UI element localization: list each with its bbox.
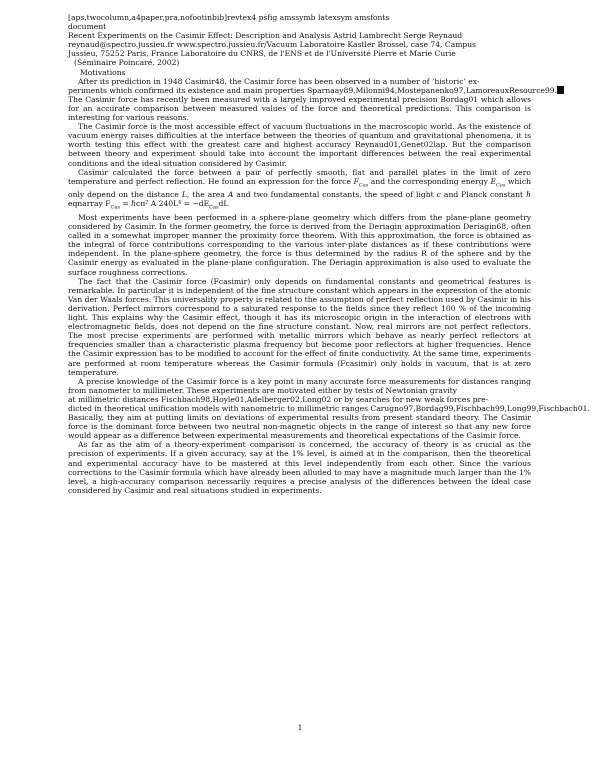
paragraph-1-line-2-text: periments which confirmed its existence and main properties Sparnaay89,Milonni94,Mostepanenko97,LamoreauxResource99. [68,85,558,95]
paragraph-1-rest: The Casimir force has recently been measured with a largely improved experimental precision Bordag01 which allows for an accurate comparison between measured values of the force and theoretical predictions. This comparison is interesting for various reasons. [68,94,531,123]
title-authors-line-1: Recent Experiments on the Casimir Effect: Description and Analysis Astrid Lambrecht Serge Reynaud [68,31,463,41]
force-symbol: $F_{Cas}$ [353,176,369,189]
page-number: 1 [297,723,303,732]
overfull-box-marker [557,86,564,94]
latex-preamble: [aps,twocolumn,a4paper,pra,nofootinbib]revtex4 psfig amssymb latexsym amsfonts [68,13,390,22]
p3-text-d: , the area [186,190,228,200]
paragraph-2: The Casimir force is the most accessible effect of vacuum fluctuations in the macroscopic world. As the existence of vacuum energy raises difficulties at the interface between the theories of quantum and gravitational phenomena, it is worth testing this effect with the greatest care and highest accuracy Reynaud01,Genet02lap. But the comparison between theory and experiment should take into account the important differences between the real experimental conditions and the ideal situation considered by Casimir. [68,122,531,168]
paragraph-6-start: A precise knowledge of the Casimir force is a key point in many accurate force measurements for distances ranging from nanometer to millimeter. These experiments are motivated either by tests of Newtonian gravity [68,376,531,395]
paper-page [68,13,590,495]
p3-text-a: Casimir calculated the force between a pair of perfectly smooth, flat and parallel plates in the limit of zero temperature and perfect reflection. He found an expression for the force [68,167,531,186]
section-heading: Motivations [80,67,126,77]
p3-text-c: which only depend on the distance [68,176,531,200]
title-authors-line-2: reynaud@spectro.jussieu.fr www.spectro.jussieu.fr/Vacuum Laboratoire Kastler Brossel, case 74, Campus [68,40,477,50]
p3-text-g: eqnarray [68,199,106,209]
venue: (Séminaire Poincaré, 2002) [74,58,180,68]
paragraph-6-line-4: dicted in theoretical unification models with nanometric to millimetric ranges Carugno97,Bordag99,Fischbach99,Long99,Fischbach01. [68,403,590,413]
energy-symbol: $E_{Cas}$ [490,176,506,189]
latex-environment: document [68,22,107,32]
paragraph-5: The fact that the Casimir force (Fcasimir) only depends on fundamental constants and geometrical features is remarkable. In particular it is independent of the fine structure constant which appears in the expression of the atomic Van der Waals forces. This universality property is related to the assumption of perfect reflection used by Casimir in his derivation. Perfect mirrors correspond to a saturated response to the fields since they reflect 100 % of the incoming light. This explains why the Casimir effect, though it has its microscopic origin in the interaction of electrons with electromagnetic fields, does not depend on the fine structure constant. Now, real mirrors are not perfect reflectors. The most precise experiments are performed with metallic mirrors which behave as nearly perfect reflectors at frequencies smaller than a characteristic plasma frequency but become poor reflectors at higher frequencies. Hence the Casimir expression has to be modified to account for the effect of finite conductivity. At the same time, experiments are performed at room temperature whereas the Casimir formula (Fcasimir) only holds in vacuum, that is at zero temperature. [68,276,531,377]
paragraph-6-line-3: at millimetric distances Fischbach98,Hoyle01,Adelberger02,Long02 or by searches for new weak forces pre- [68,394,489,404]
casimir-formula: $F_{Cas}$ = ℏcπ² A $240L^4 = -dE_{Cas}dL$ [105,199,229,211]
paragraph-4: Most experiments have been performed in a sphere-plane geometry which differs from the plane-plane geometry considered by Casimir. In the former geometry, the force is derived from the Deriagin approximation Deriagin68, often called in a somewhat improper manner the proximity force theorem. With this approximation, the force is obtained as the integral of force contributions corresponding to the various inter-plate distances as if these contributions were independent. In the plane-sphere geometry, the force is thus determined by the radius R of the sphere and by the Casimir energy as evaluated in the plane-plane configuration. The Deriagin approximation is also used to evaluate the surface roughness corrections. [68,213,531,277]
paragraph-6-rest: Basically, they aim at putting limits on deviations of experimental results from present standard theory. The Casimir force is the dominant force between two neutral non-magnetic objects in the range of interest so that any new force would appear as a difference between experimental measurements and theoretical expectations of the Casimir force. [68,413,531,441]
p3-text-e: and two fundamental constants, the speed of light [233,190,437,200]
title-authors-line-3: Jussieu, 75252 Paris, France Laboratoire du CNRS, de l'ENS et de l'Université Pierre et Marie Curie [68,49,456,59]
area-symbol: A [227,190,234,200]
paragraph-7: As far as the aim of a theory-experiment comparison is concerned, the accuracy of theory is as crucial as the precision of experiments. If a given accuracy, say at the 1% level, is aimed at in the comparison, then the theoretical and experimental accuracy have to be mastered at this level independently from each other. Since the various corrections to the Casimir formula which have already been alluded to may have a magnitude much larger than the 1% level, a high-accuracy comparison necessarily requires a precise analysis of the differences between the ideal case considered by Casimir and real situations studied in experiments. [68,440,531,495]
distance-symbol: L [181,190,187,200]
p3-text-b: and the corresponding energy [368,176,491,186]
paragraph-3 [68,168,531,213]
planck-symbol: ℏ [526,190,531,200]
paragraph-1-line-1: After its prediction in 1948 Casimir48, the Casimir force has been observed in a number of ‘historic’ ex- [78,76,480,86]
paragraph-1-line-2 [68,85,558,95]
light-speed-symbol: c [436,190,441,200]
p3-text-f: and Planck constant [440,190,527,200]
